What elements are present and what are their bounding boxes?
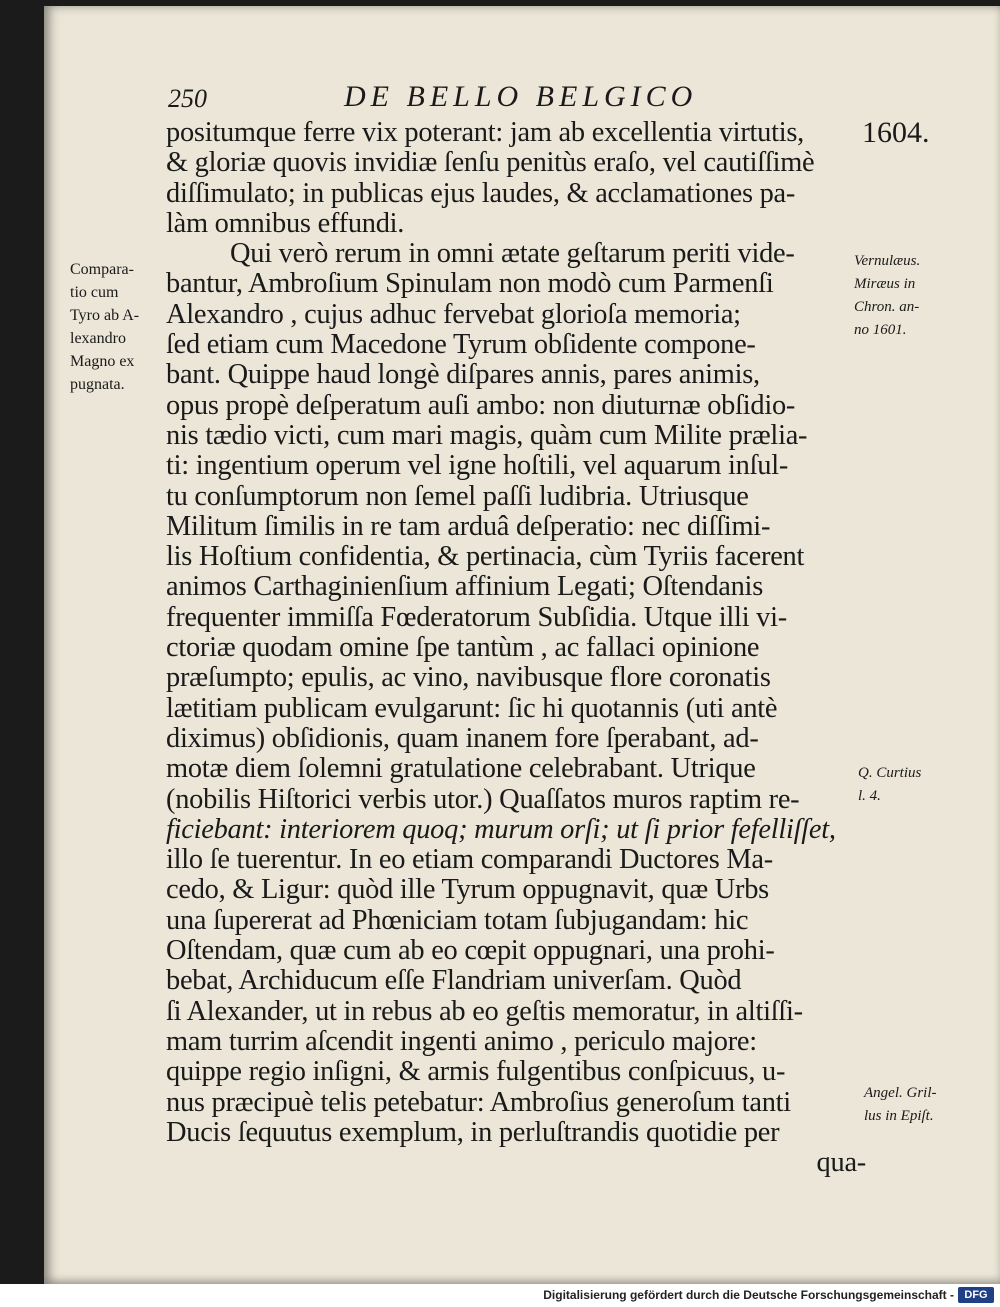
- text-line: bantur, Ambroſium Spinulam non modò cum Parmenſi: [166, 268, 774, 300]
- margin-note-line: Compara-: [70, 261, 134, 278]
- text-line: ti: ingentium operum vel igne hoſtili, vel aquarum inſul-: [166, 450, 789, 482]
- text-line: positumque ferre vix poterant: jam ab excellentia virtutis,: [166, 117, 805, 148]
- text-line: bant. Quippe haud longè diſpares annis, pares animis,: [166, 359, 760, 391]
- text-line: Qui verò rerum in omni ætate geſtarum periti vide-: [230, 238, 795, 270]
- text-line: làm omnibus effundi.: [166, 207, 405, 239]
- margin-note-vernulaeus: [854, 250, 920, 342]
- text-line: illo ſe tuerentur. In eo etiam comparandi Ductores Ma-: [166, 844, 773, 876]
- text-line: & gloriæ quovis invidiæ ſenſu penitùs eraſo, vel cautiſſimè: [166, 147, 815, 179]
- text-line: animos Carthaginienſium affinium Legati; Oſtendanis: [166, 571, 763, 603]
- text-line-italic: ficiebant: interiorem quoq; murum orſi; ut ſi prior fefelliſſet,: [166, 813, 836, 845]
- margin-note-line: no 1601.: [854, 322, 907, 338]
- margin-note-line: Q. Curtius: [858, 765, 922, 781]
- dfg-logo-icon: DFG: [958, 1287, 994, 1303]
- text-line: diximus) obſidionis, quam inanem fore ſperabant, ad-: [166, 722, 759, 754]
- text-line: una ſupererat ad Phœniciam totam ſubjugandam: hic: [166, 904, 749, 936]
- text-line: ſed etiam cum Macedone Tyrum obſidente compone-: [166, 329, 756, 361]
- margin-note-line: Magno ex: [70, 353, 135, 370]
- text-line: præſumpto; epulis, ac vino, navibusque flore coronatis: [166, 662, 771, 694]
- margin-note-line: lexandro: [70, 330, 126, 347]
- text-line: quippe regio inſigni, & armis fulgentibus conſpicuus, u-: [166, 1056, 786, 1088]
- text-line: motæ diem ſolemni gratulatione celebrabant. Utrique: [166, 753, 756, 785]
- margin-note-line: Tyro ab A-: [70, 307, 140, 324]
- margin-note-line: pugnata.: [70, 376, 125, 393]
- year-marginal: 1604.: [862, 116, 930, 149]
- margin-note-line: Angel. Gril-: [864, 1085, 937, 1101]
- text-line: lis Hoſtium confidentia, & pertinacia, cùm Tyriis facerent: [166, 541, 805, 573]
- funding-notice: Digitalisierung gefördert durch die Deutsche Forschungsgemeinschaft -: [543, 1288, 954, 1302]
- margin-note-line: tio cum: [70, 284, 119, 301]
- text-line: opus propè deſperatum auſi ambo: non diuturnæ obſidio-: [166, 389, 796, 421]
- margin-note-line: l. 4.: [858, 788, 881, 804]
- book-page: [44, 6, 1000, 1284]
- margin-note-grillus: [864, 1082, 937, 1128]
- text-line: Ducis ſequutus exemplum, in perluſtrandis quotidie per: [166, 1116, 780, 1148]
- text-line: bebat, Archiducum eſſe Flandriam univerſam. Quòd: [166, 965, 742, 997]
- margin-note-line: Miræus in: [854, 276, 916, 292]
- running-title: DE BELLO BELGICO: [344, 80, 698, 113]
- body-text: [166, 118, 866, 1178]
- margin-note-line: Vernulæus.: [854, 253, 921, 269]
- text-line: nus præcipuè telis petebatur: Ambroſius generoſum tanti: [166, 1086, 791, 1118]
- margin-note-curtius: [858, 762, 921, 808]
- text-line: frequenter immiſſa Fœderatorum Subſidia. Utque illi vi-: [166, 601, 787, 633]
- text-line: ctoriæ quodam omine ſpe tantùm , ac fallaci opinione: [166, 632, 760, 664]
- text-line: tu conſumptorum non ſemel paſſi ludibria. Utriusque: [166, 480, 749, 512]
- digitization-footer: [0, 1284, 1000, 1307]
- page-number: 250: [168, 84, 207, 113]
- text-line: Alexandro , cujus adhuc fervebat glorioſa memoria;: [166, 298, 741, 330]
- text-line: ſi Alexander, ut in rebus ab eo geſtis memoratur, in altiſſi-: [166, 995, 803, 1027]
- text-line: Oſtendam, quæ cum ab eo cœpit oppugnari, una prohi-: [166, 935, 775, 967]
- text-line: (nobilis Hiſtorici verbis utor.) Quaſſatos muros raptim re-: [166, 783, 800, 815]
- text-line: nis tædio victi, cum mari magis, quàm cum Milite prælia-: [166, 419, 808, 451]
- catchword: qua-: [816, 1147, 866, 1179]
- text-line: mam turrim aſcendit ingenti animo , periculo majore:: [166, 1025, 757, 1057]
- text-line: Militum ſimilis in re tam arduâ deſperatio: nec diſſimi-: [166, 510, 771, 542]
- text-line: lætitiam publicam evulgarunt: ſic hi quotannis (uti antè: [166, 692, 778, 724]
- margin-note-line: Chron. an-: [854, 299, 920, 315]
- margin-note-left: [70, 258, 162, 396]
- text-line: diſſimulato; in publicas ejus laudes, & acclamationes pa-: [166, 177, 796, 209]
- margin-note-line: lus in Epiſt.: [864, 1108, 934, 1124]
- text-line: cedo, & Ligur: quòd ille Tyrum oppugnavit, quæ Urbs: [166, 874, 769, 906]
